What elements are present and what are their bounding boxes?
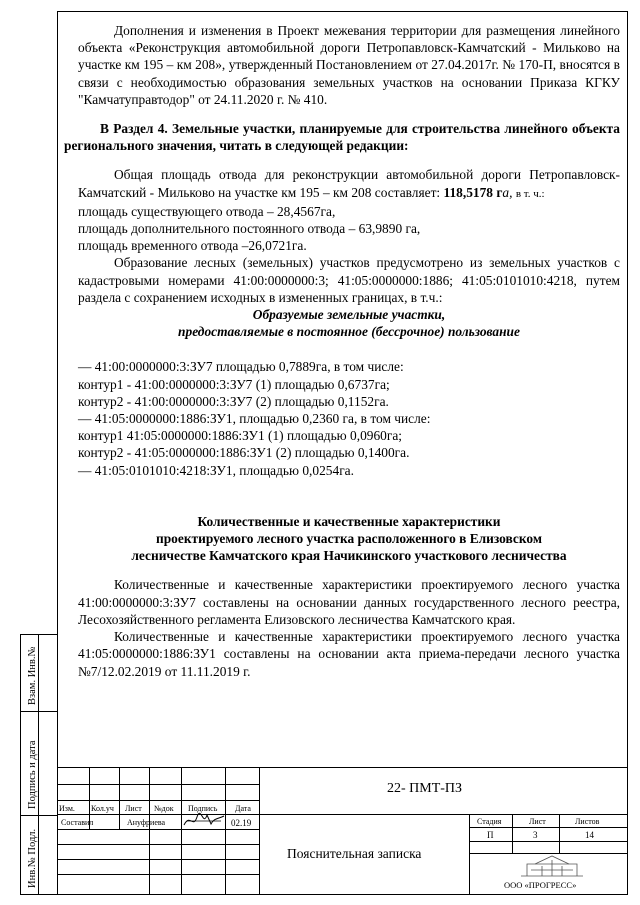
characteristics-heading: проектируемого лесного участка расположенного в Елизовском xyxy=(156,531,542,547)
area-line: площадь дополнительного постоянного отвода – 63,9890 га, xyxy=(78,221,421,237)
list-item: — 41:00:0000000:3:ЗУ7 площадью 0,7889га, в том числе: xyxy=(78,359,404,375)
sidebar-signature-date: Подпись и дата xyxy=(20,711,57,815)
col-signature: Подпись xyxy=(188,804,218,813)
company-logo-icon xyxy=(517,854,587,880)
list-item: контур1 41:05:0000000:1886:ЗУ1 (1) площадью 0,0960га; xyxy=(78,428,403,444)
sheet-value: 3 xyxy=(533,830,538,840)
stage-value: П xyxy=(487,830,494,840)
list-item: контур1 - 41:00:0000000:3:ЗУ7 (1) площадью 0,6737га; xyxy=(78,376,390,392)
sheets-header: Листов xyxy=(575,817,600,826)
characteristics-heading: Количественные и качественные характеристики xyxy=(197,513,501,529)
area-line: площадь существующего отвода – 28,4567га, xyxy=(78,203,336,219)
intro-paragraph: Дополнения и изменения в Проект межевания территории для размещения линейного объекта «Реконструкция автомобильной дороги Петропавловск-Камчатский - Мильково на участке км 195 – км 208», утвержденный Постановлением от 27.04.2017г. № 170-П, вносятся в связи с необходимостью образования земельных участков на основании Приказа КГКУ "Камчатуправтодор" от 24.11.2020 г. № 410. xyxy=(78,23,620,107)
stage-header: Стадия xyxy=(477,817,502,826)
list-subtitle: предоставляемые в постоянное (бессрочное) пользование xyxy=(178,324,520,340)
list-item: — 41:05:0000000:1886:ЗУ1, площадью 0,2360 га, в том числе: xyxy=(78,411,431,427)
area-paragraph: Общая площадь отвода для реконструкции автомобильной дороги Петропавловск-Камчатский - Мильково на участке км 195 – км 208 составляет: 118,5178 га, в т. ч.: xyxy=(78,167,620,200)
sheets-value: 14 xyxy=(585,830,594,840)
col-change: Изм. xyxy=(59,804,75,813)
signature-image xyxy=(181,809,227,831)
sidebar-original-inv: Инв.№ Подл. xyxy=(20,815,57,895)
characteristics-paragraph: Количественные и качественные характеристики проектируемого лесного участка 41:00:0000000:3:ЗУ7 составлены на основании данных государственного лесного реестра, Лесохозяйственного регламента Елизовского лесничества Камчатского края. xyxy=(78,577,620,627)
parcel-list xyxy=(78,358,620,478)
characteristics-heading: лесничестве Камчатского края Начикинского участкового лесничества xyxy=(131,548,567,564)
document-code: 22- ПМТ-ПЗ xyxy=(387,781,463,796)
list-item: контур2 - 41:00:0000000:3:ЗУ7 (2) площадью 0,1152га. xyxy=(78,393,389,409)
characteristics-paragraph: Количественные и качественные характеристики проектируемого лесного участка 41:05:0000000:1886:ЗУ1 составлены на основании акта приема-передачи лесного участка №7/12.02.2019 от 11.11.2019 г. xyxy=(78,629,620,679)
sidebar-replace-inv: Взам. Инв.№ xyxy=(20,634,57,711)
role-label: Составил xyxy=(61,818,94,827)
author-name: Ануфриева xyxy=(127,818,166,827)
formation-paragraph: Образование лесных (земельных) участков предусмотрено из земельных участков с кадастровыми номерами 41:00:0000000:3; 41:05:0000000:1886; 41:05:0101010:4218, путем раздела с сохранением исходных в измененных границах, в т.ч.: xyxy=(78,255,620,305)
area-line: площадь временного отвода –26,0721га. xyxy=(78,238,307,254)
document-title: Пояснительная записка xyxy=(287,846,422,861)
section-heading: В Раздел 4. Земельные участки, планируемые для строительства линейного объекта регионального значения, читать в следующей редакции: xyxy=(64,121,620,154)
list-item: контур2 - 41:05:0000000:1886:ЗУ1 (2) площадью 0,1400га. xyxy=(78,445,410,461)
list-title: Образуемые земельные участки, xyxy=(252,307,446,323)
list-item: — 41:05:0101010:4218:ЗУ1, площадью 0,0254га. xyxy=(78,462,354,478)
col-doc: №док xyxy=(154,804,174,813)
col-sheet: Лист xyxy=(125,804,142,813)
title-block xyxy=(57,767,628,895)
col-date: Дата xyxy=(235,804,251,813)
document-body xyxy=(64,22,620,680)
sign-date: 02.19 xyxy=(231,818,252,828)
sheet-header: Лист xyxy=(529,817,546,826)
col-count: Кол.уч xyxy=(91,804,114,813)
company-name: ООО «ПРОГРЕСС» xyxy=(504,880,577,890)
